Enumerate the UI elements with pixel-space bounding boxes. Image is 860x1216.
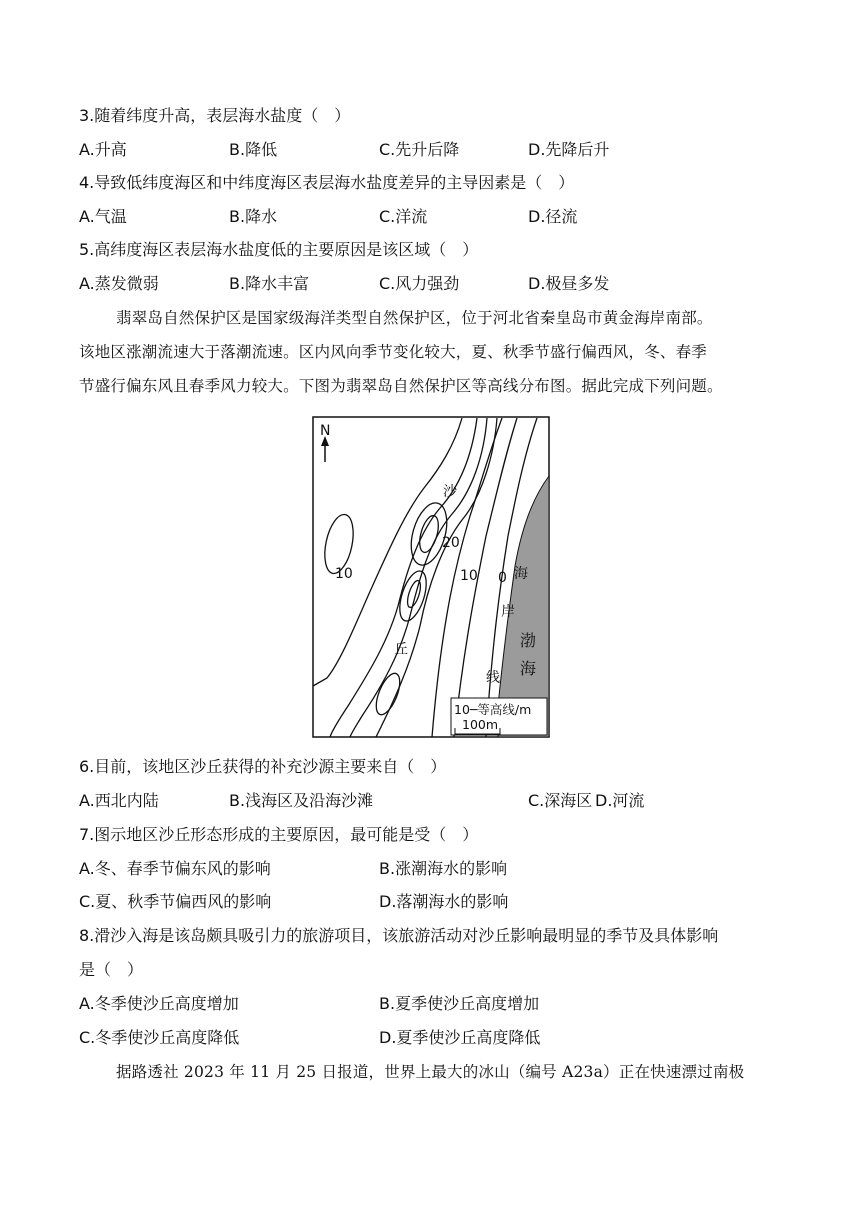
q8-option-a: A.冬季使沙丘高度增加 (79, 994, 239, 1013)
q3-option-c: C.先升后降 (379, 140, 460, 159)
legend-contour: 10─等高线/m (454, 702, 532, 717)
label-coast-3: 线 (486, 670, 500, 686)
question-4-stem: 4.导致低纬度海区和中纬度海区表层海水盐度差异的主导因素是（ ） (79, 173, 575, 192)
label-contour-10-east: 10 (460, 568, 478, 584)
label-contour-0: 0 (498, 570, 507, 586)
q7-option-b: B.涨潮海水的影响 (379, 859, 508, 878)
passage-1-line-1: 翡翠岛自然保护区是国家级海洋类型自然保护区，位于河北省秦皇岛市黄金海岸南部。 (116, 309, 713, 327)
label-contour-10-west: 10 (335, 566, 353, 582)
question-5-stem: 5.高纬度海区表层海水盐度低的主要原因是该区域（ ） (79, 240, 479, 259)
q6-option-a: A.西北内陆 (79, 791, 159, 810)
label-sea-1: 渤 (520, 631, 537, 650)
q4-option-a: A.气温 (79, 207, 127, 226)
q4-option-d: D.径流 (528, 207, 578, 226)
q5-option-b: B.降水丰富 (229, 274, 310, 293)
question-6-stem: 6.目前，该地区沙丘获得的补充沙源主要来自（ ） (79, 757, 447, 776)
q8-option-d: D.夏季使沙丘高度降低 (379, 1028, 541, 1047)
passage-2-line-1: 据路透社 2023 年 11 月 25 日报道，世界上最大的冰山（编号 A23a）正在快速漂过南极 (116, 1063, 745, 1081)
q3-option-a: A.升高 (79, 140, 127, 159)
q5-option-a: A.蒸发微弱 (79, 274, 159, 293)
q7-option-a: A.冬、春季节偏东风的影响 (79, 859, 271, 878)
contour-map (312, 416, 550, 738)
q6-option-d: D.河流 (595, 791, 645, 810)
scale-label: 100m (462, 717, 499, 732)
q4-option-b: B.降水 (229, 207, 278, 226)
label-sha: 沙 (443, 484, 457, 500)
passage-1-line-3: 节盛行偏东风且春季风力较大。下图为翡翠岛自然保护区等高线分布图。据此完成下列问题。 (79, 377, 723, 395)
q8-option-b: B.夏季使沙丘高度增加 (379, 994, 540, 1013)
question-7-stem: 7.图示地区沙丘形态形成的主要原因，最可能是受（ ） (79, 825, 479, 844)
passage-1-line-2: 该地区涨潮流速大于落潮流速。区内风向季节变化较大，夏、秋季节盛行偏西风，冬、春季 (79, 343, 708, 361)
q4-option-c: C.洋流 (379, 207, 428, 226)
question-8-stem-line-2: 是（ ） (79, 960, 144, 979)
label-coast-2: 岸 (501, 604, 515, 620)
question-8-stem-line-1: 8.滑沙入海是该岛颇具吸引力的旅游项目，该旅游活动对沙丘影响最明显的季节及具体影响 (79, 926, 719, 945)
q8-option-c: C.冬季使沙丘高度降低 (79, 1028, 240, 1047)
q5-option-d: D.极昼多发 (528, 274, 610, 293)
label-contour-20: 20 (442, 535, 460, 551)
q6-option-c: C.深海区 (528, 791, 593, 810)
q6-option-b: B.浅海区及沿海沙滩 (229, 791, 374, 810)
question-3-stem: 3.随着纬度升高，表层海水盐度（ ） (79, 106, 351, 125)
q3-option-d: D.先降后升 (528, 140, 610, 159)
label-coast-1: 海 (514, 566, 528, 582)
q5-option-c: C.风力强劲 (379, 274, 460, 293)
north-label: N (320, 423, 331, 439)
label-qiu: 丘 (394, 642, 408, 658)
label-sea-2: 海 (520, 659, 537, 678)
q7-option-c: C.夏、秋季节偏西风的影响 (79, 892, 272, 911)
q7-option-d: D.落潮海水的影响 (379, 892, 509, 911)
q3-option-b: B.降低 (229, 140, 278, 159)
